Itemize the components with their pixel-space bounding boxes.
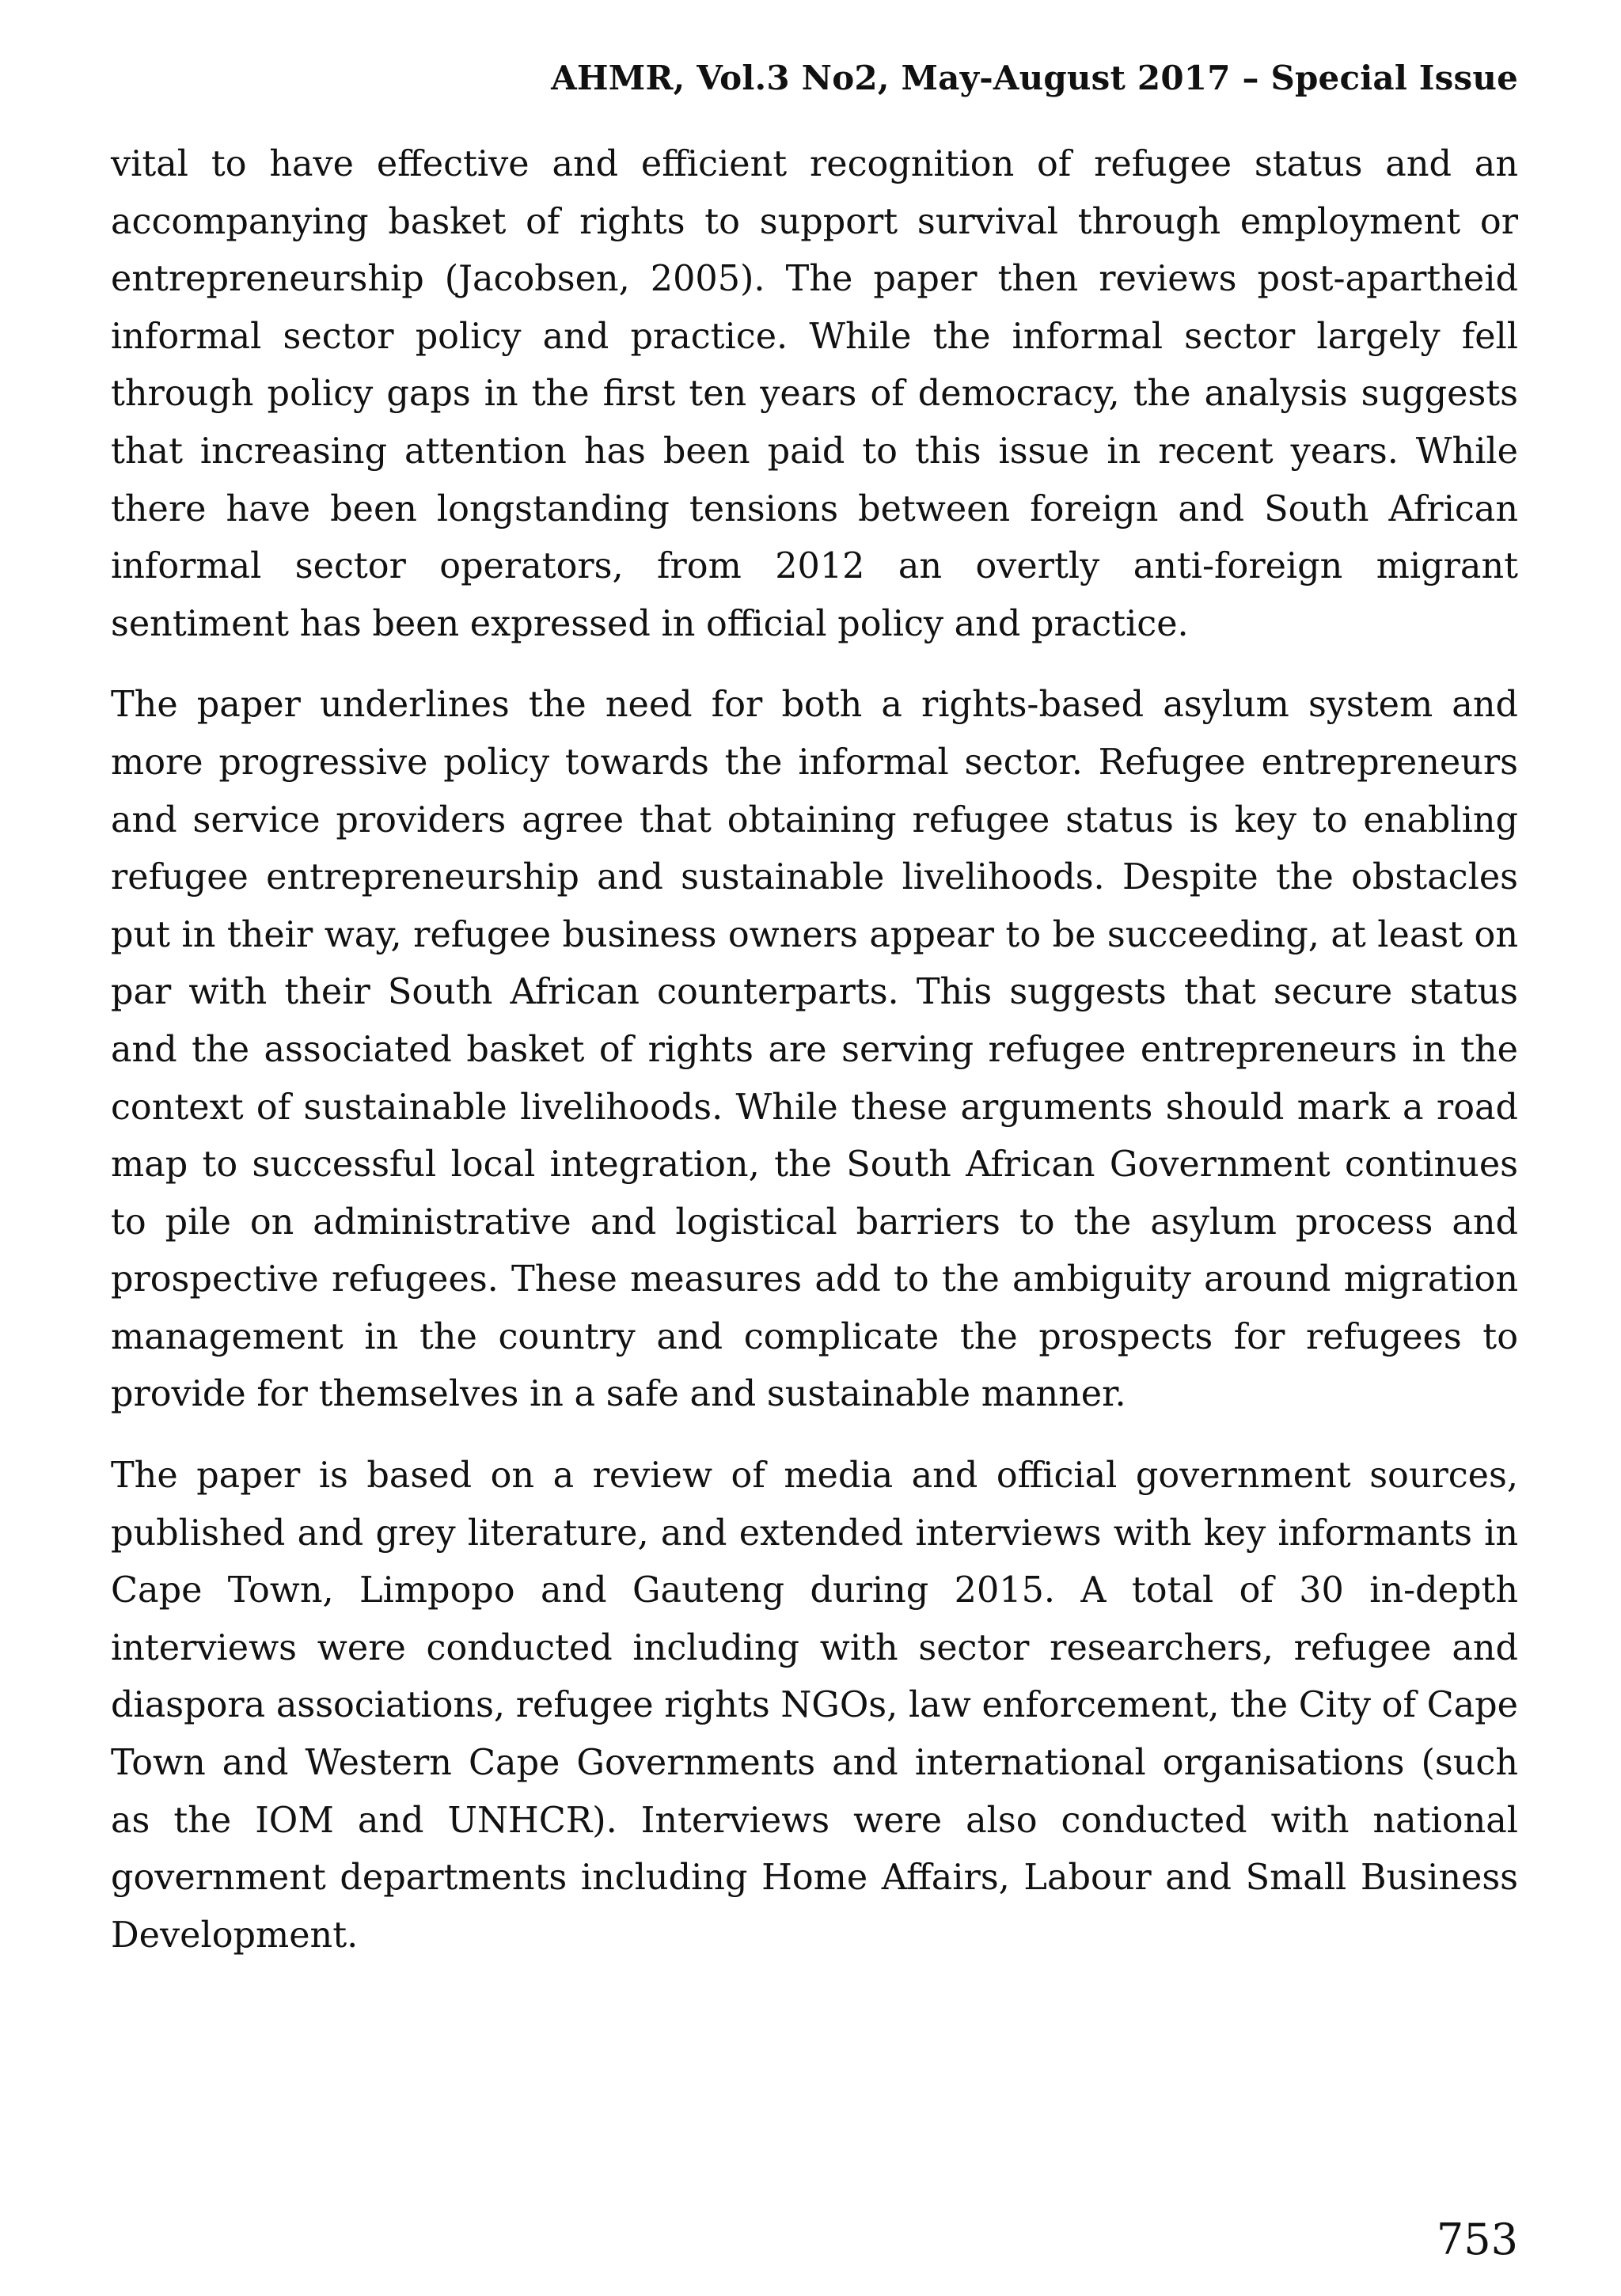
paragraph: The paper underlines the need for both a rights-based asylum system and more progressive policy towards the informal sector. Refugee entrepreneurs and service providers agree that obtaining refugee status is key to enabling refugee entrepreneurship and sustainable livelihoods. Despite the obstacles put in their way, refugee business owners appear to be succeeding, at least on par with their South African counterparts. This suggests that secure status and the associated basket of rights are serving refugee entrepreneurs in the context of sustainable livelihoods. While these arguments should mark a road map to successful local integration, the South African Government continues to pile on administrative and logistical barriers to the asylum process and prospective refugees. These measures add to the ambiguity around migration management in the country and complicate the prospects for refugees to provide for themselves in a safe and sustainable manner. bbox=[111, 685, 1518, 1415]
body-text bbox=[111, 136, 1518, 1988]
page-number: 753 bbox=[1436, 2214, 1518, 2264]
paragraph: The paper is based on a review of media and official government sources, published and grey literature, and extended interviews with key informants in Cape Town, Limpopo and Gauteng during 2015. A total of 30 in-depth interviews were conducted including with sector researchers, refugee and diaspora associations, refugee rights NGOs, law enforcement, the City of Cape Town and Western Cape Governments and international organisations (such as the IOM and UNHCR). Interviews were also conducted with national government departments including Home Affairs, Labour and Small Business Development. bbox=[111, 1455, 1518, 1956]
paragraph: vital to have effective and efficient recognition of refugee status and an accompanying basket of rights to support survival through employment or entrepreneurship (Jacobsen, 2005). The paper then reviews post-apartheid informal sector policy and practice. While the informal sector largely fell through policy gaps in the first ten years of democracy, the analysis suggests that increasing attention has been paid to this issue in recent years. While there have been longstanding tensions between foreign and South African informal sector operators, from 2012 an overtly anti-foreign migrant sentiment has been expressed in official policy and practice. bbox=[111, 144, 1518, 644]
running-header: AHMR, Vol.3 No2, May-August 2017 – Special Issue bbox=[551, 59, 1518, 97]
